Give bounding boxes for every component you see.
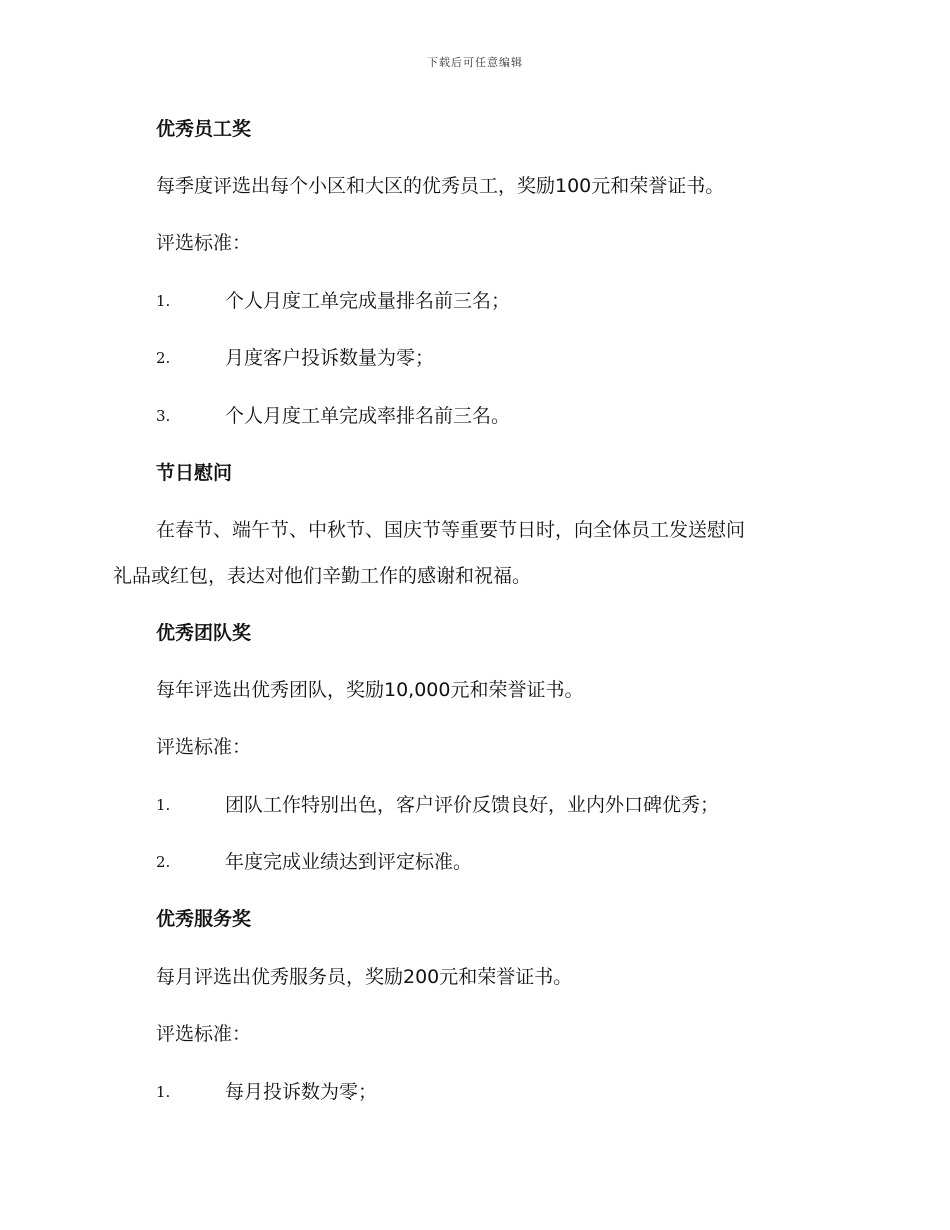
list-item-number: 1.: [156, 796, 171, 814]
service-criteria-label: 评选标准：: [156, 1023, 252, 1045]
employee-award-description: 每季度评选出每个小区和大区的优秀员工，奖励100元和荣誉证书。: [156, 175, 725, 197]
section-title-employee-award: 优秀员工奖: [156, 118, 252, 140]
employee-criteria-label: 评选标准：: [156, 232, 252, 254]
section-title-service-award: 优秀服务奖: [156, 908, 252, 930]
list-item-text: 月度客户投诉数量为零；: [225, 347, 435, 369]
section-title-team-award: 优秀团队奖: [156, 622, 252, 644]
list-item-text: 年度完成业绩达到评定标准。: [225, 851, 473, 873]
list-item-text: 每月投诉数为零；: [225, 1081, 378, 1103]
list-item-text: 个人月度工单完成量排名前三名；: [225, 290, 511, 312]
list-item-number: 2.: [156, 349, 171, 367]
list-item-number: 2.: [156, 853, 171, 871]
team-criteria-label: 评选标准：: [156, 736, 252, 758]
list-item-number: 1.: [156, 1083, 171, 1101]
holiday-paragraph-line-2: 礼品或红包，表达对他们辛勤工作的感谢和祝福。: [113, 565, 532, 587]
holiday-paragraph-line-1: 在春节、端午节、中秋节、国庆节等重要节日时，向全体员工发送慰问: [156, 519, 746, 541]
list-item-number: 1.: [156, 292, 171, 310]
team-award-description: 每年评选出优秀团队，奖励10,000元和荣誉证书。: [156, 679, 584, 701]
service-award-description: 每月评选出优秀服务员，奖励200元和荣誉证书。: [156, 966, 573, 988]
section-title-holiday-greeting: 节日慰问: [156, 462, 233, 484]
list-item-number: 3.: [156, 407, 171, 425]
list-item-text: 团队工作特别出色，客户评价反馈良好，业内外口碑优秀；: [225, 794, 720, 816]
page-header: 下载后可任意编辑: [427, 56, 523, 69]
list-item-text: 个人月度工单完成率排名前三名。: [225, 405, 511, 427]
